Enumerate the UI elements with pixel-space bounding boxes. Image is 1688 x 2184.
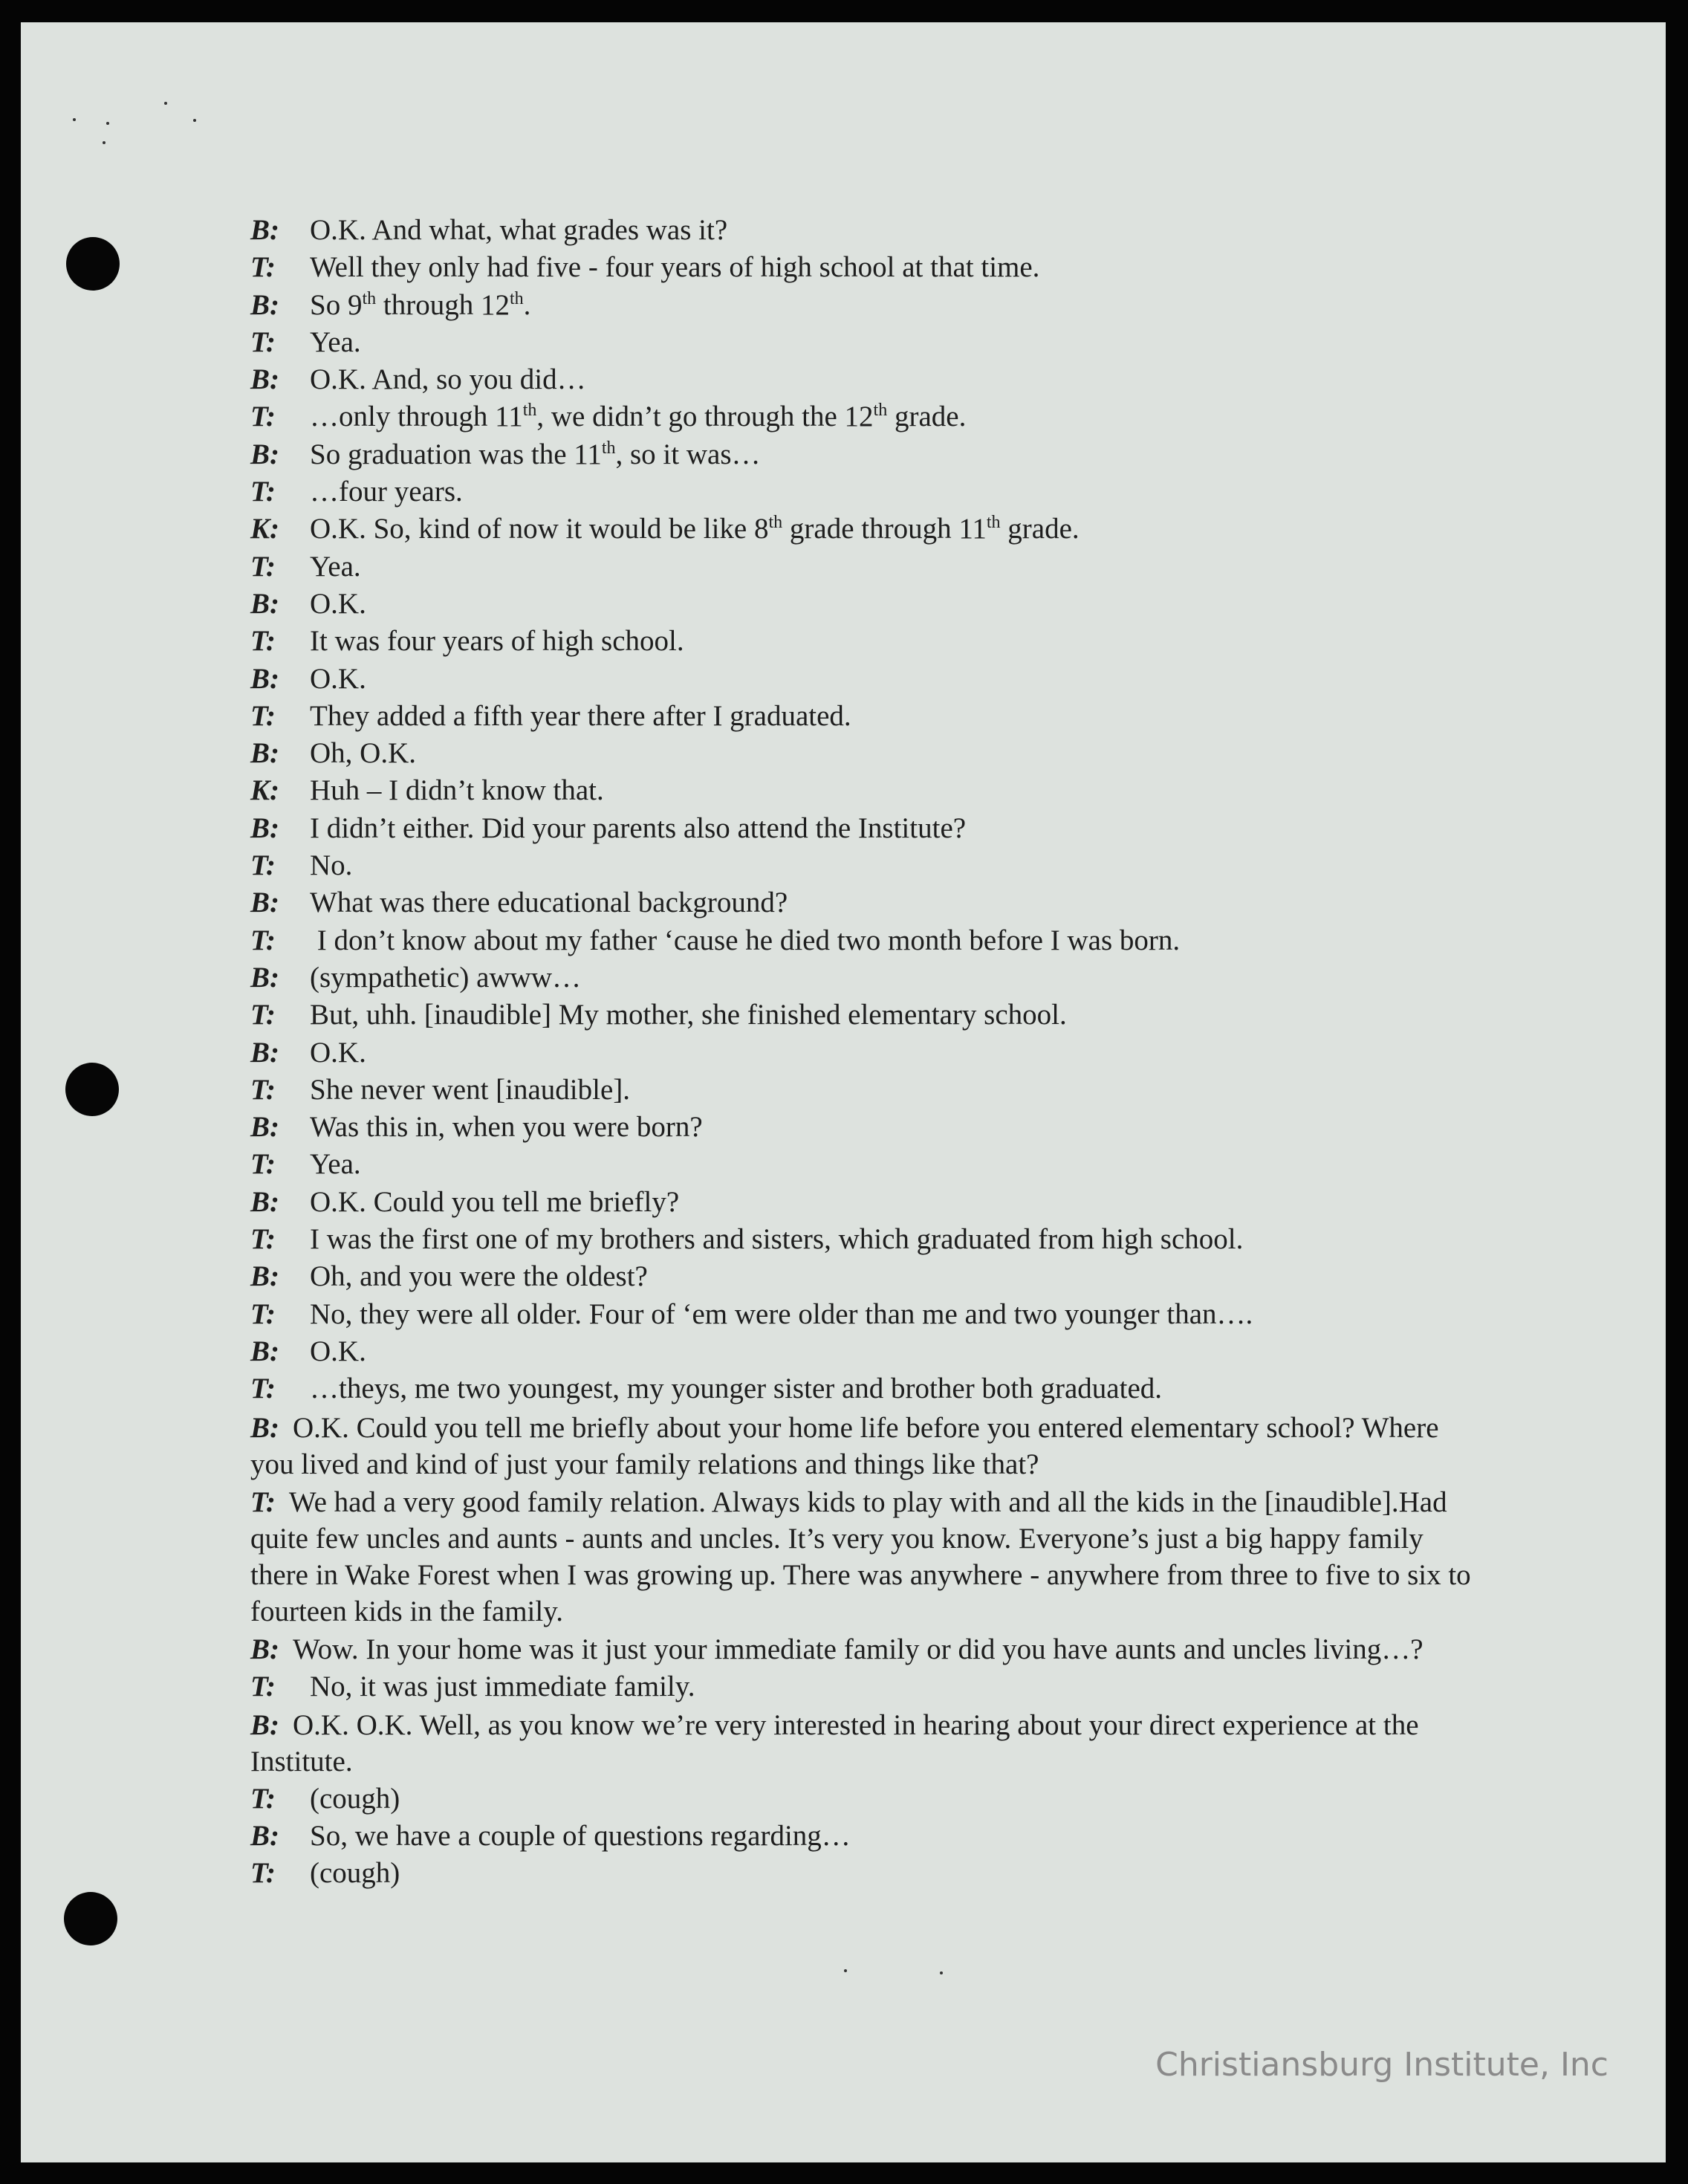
transcript-line [250, 548, 1484, 586]
speaker-label: B: [250, 214, 279, 246]
transcript-line [250, 810, 1484, 847]
transcript-line [250, 249, 1484, 286]
transcript-line [250, 623, 1484, 660]
speaker-label: B: [250, 1411, 279, 1444]
transcript-line [250, 698, 1484, 735]
speaker-label: T: [250, 625, 276, 658]
utterance-text: Wow. In your home was it just your immediate family or did you have aunts and uncles living…? [293, 1633, 1424, 1665]
speaker-label: T: [250, 476, 276, 508]
transcript-line [250, 959, 1484, 997]
utterance-text: O.K. And, so you did… [310, 363, 586, 396]
utterance-text: No, they were all older. Four of ‘em were older than me and two younger than…. [310, 1297, 1253, 1330]
utterance-text: (cough) [310, 1857, 400, 1890]
transcript-line [250, 1109, 1484, 1146]
transcript-line [250, 1221, 1484, 1258]
utterance-text: It was four years of high school. [310, 625, 684, 658]
paper-speck [940, 1971, 943, 1974]
transcript-line [250, 473, 1484, 511]
transcript-line [250, 1484, 1484, 1630]
speaker-label: B: [250, 1708, 279, 1741]
utterance-text: Yea. [310, 1148, 361, 1181]
speaker-label: T: [250, 1373, 276, 1405]
speaker-label: B: [250, 811, 279, 844]
transcript-line [250, 1184, 1484, 1221]
speaker-label: B: [250, 1335, 279, 1367]
speaker-label: K: [250, 774, 279, 807]
speaker-label: T: [250, 699, 276, 732]
watermark: Christiansburg Institute, Inc [1155, 2046, 1609, 2084]
utterance-text: O.K. And what, what grades was it? [310, 214, 728, 246]
utterance-text: O.K. [310, 1036, 366, 1069]
speaker-label: T: [250, 849, 276, 882]
speaker-label: B: [250, 438, 279, 470]
speaker-label: T: [250, 1485, 276, 1518]
utterance-text: O.K. [310, 587, 366, 620]
speaker-label: T: [250, 550, 276, 583]
transcript-line [250, 1818, 1484, 1855]
transcript-line [250, 287, 1484, 324]
speaker-label: B: [250, 1185, 279, 1218]
paper-speck [106, 122, 109, 125]
utterance-text: (sympathetic) awww… [310, 961, 581, 994]
utterance-text: …four years. [310, 476, 463, 508]
speaker-label: T: [250, 401, 276, 433]
transcript-line [250, 1072, 1484, 1109]
speaker-label: B: [250, 1633, 279, 1665]
speaker-label: T: [250, 1073, 276, 1106]
speaker-label: T: [250, 1223, 276, 1256]
paper-speck [844, 1969, 847, 1972]
transcript-line [250, 1333, 1484, 1370]
utterance-text: O.K. Could you tell me briefly about your home life before you entered elementary school? Where you lived and kind of just your family relations and things like that? [250, 1411, 1439, 1480]
document-page [21, 22, 1666, 2162]
transcript-line [250, 1707, 1484, 1780]
speaker-label: T: [250, 924, 276, 956]
transcript-line [250, 661, 1484, 698]
transcript-line [250, 1410, 1484, 1483]
paper-speck [193, 119, 196, 122]
transcript-line [250, 1296, 1484, 1333]
utterance-text: Well they only had five - four years of high school at that time. [310, 251, 1040, 284]
speaker-label: T: [250, 325, 276, 358]
utterance-text: No, it was just immediate family. [310, 1670, 695, 1702]
speaker-label: T: [250, 1857, 276, 1890]
speaker-label: B: [250, 1260, 279, 1293]
transcript-line [250, 398, 1484, 435]
paper-speck [103, 141, 106, 144]
utterance-text: I don’t know about my father ‘cause he died two month before I was born. [310, 924, 1181, 956]
paper-speck [73, 118, 76, 121]
utterance-text: No. [310, 849, 353, 882]
speaker-label: T: [250, 1148, 276, 1181]
speaker-label: B: [250, 1820, 279, 1853]
utterance-text: Was this in, when you were born? [310, 1111, 703, 1144]
transcript-line [250, 1780, 1484, 1818]
transcript-line [250, 772, 1484, 809]
utterance-text: So 9th through 12th. [310, 288, 531, 321]
transcript-line [250, 212, 1484, 249]
transcript-line [250, 1034, 1484, 1072]
speaker-label: T: [250, 1670, 276, 1702]
speaker-label: T: [250, 1297, 276, 1330]
speaker-label: B: [250, 1111, 279, 1144]
speaker-label: B: [250, 1036, 279, 1069]
utterance-text: I didn’t either. Did your parents also attend the Institute? [310, 811, 967, 844]
punch-hole-top [66, 237, 120, 291]
transcript-line [250, 922, 1484, 959]
transcript-line [250, 884, 1484, 921]
utterance-text: Oh, O.K. [310, 737, 416, 770]
paper-speck [164, 102, 167, 105]
punch-hole-bottom [64, 1892, 117, 1945]
transcript-line [250, 361, 1484, 398]
utterance-text: O.K. Could you tell me briefly? [310, 1185, 680, 1218]
transcript-line [250, 1631, 1484, 1668]
utterance-text: Yea. [310, 325, 361, 358]
speaker-label: T: [250, 251, 276, 284]
utterance-text: So, we have a couple of questions regarding… [310, 1820, 851, 1853]
speaker-label: T: [250, 999, 276, 1031]
utterance-text: O.K. [310, 662, 366, 695]
transcript-line [250, 1855, 1484, 1892]
utterance-text: Yea. [310, 550, 361, 583]
utterance-text: But, uhh. [inaudible] My mother, she finished elementary school. [310, 999, 1067, 1031]
utterance-text: We had a very good family relation. Always kids to play with and all the kids in the [inaudible].Had quite few uncles and aunts - aunts and uncles. It’s very you know. Everyone’s just a big happy family there in Wake Forest when I was growing up. There was anywhere - anywhere from three to five to six to fourteen kids in the family. [250, 1485, 1471, 1627]
utterance-text: I was the first one of my brothers and sisters, which graduated from high school. [310, 1223, 1244, 1256]
transcript-line [250, 1146, 1484, 1183]
transcript-line [250, 586, 1484, 623]
speaker-label: B: [250, 363, 279, 396]
speaker-label: B: [250, 737, 279, 770]
speaker-label: B: [250, 961, 279, 994]
utterance-text: Oh, and you were the oldest? [310, 1260, 648, 1293]
utterance-text: (cough) [310, 1782, 400, 1815]
utterance-text: Huh – I didn’t know that. [310, 774, 604, 807]
interview-transcript [250, 212, 1484, 1893]
speaker-label: B: [250, 587, 279, 620]
speaker-label: K: [250, 513, 279, 545]
utterance-text: O.K. O.K. Well, as you know we’re very interested in hearing about your direct experience at the Institute. [250, 1708, 1419, 1778]
transcript-line [250, 997, 1484, 1034]
transcript-line [250, 511, 1484, 548]
speaker-label: B: [250, 887, 279, 919]
speaker-label: B: [250, 288, 279, 321]
utterance-text: …only through 11th, we didn’t go through the 12th grade. [310, 401, 967, 433]
transcript-line [250, 735, 1484, 772]
transcript-line [250, 436, 1484, 473]
punch-hole-middle [65, 1063, 119, 1116]
utterance-text: What was there educational background? [310, 887, 788, 919]
transcript-line [250, 847, 1484, 884]
transcript-line [250, 1370, 1484, 1407]
transcript-line [250, 1258, 1484, 1295]
speaker-label: T: [250, 1782, 276, 1815]
utterance-text: So graduation was the 11th, so it was… [310, 438, 761, 470]
utterance-text: …theys, me two youngest, my younger sister and brother both graduated. [310, 1373, 1163, 1405]
transcript-line [250, 324, 1484, 361]
utterance-text: O.K. [310, 1335, 366, 1367]
transcript-line [250, 1668, 1484, 1705]
utterance-text: They added a fifth year there after I graduated. [310, 699, 851, 732]
utterance-text: O.K. So, kind of now it would be like 8th grade through 11th grade. [310, 513, 1080, 545]
speaker-label: B: [250, 662, 279, 695]
utterance-text: She never went [inaudible]. [310, 1073, 631, 1106]
